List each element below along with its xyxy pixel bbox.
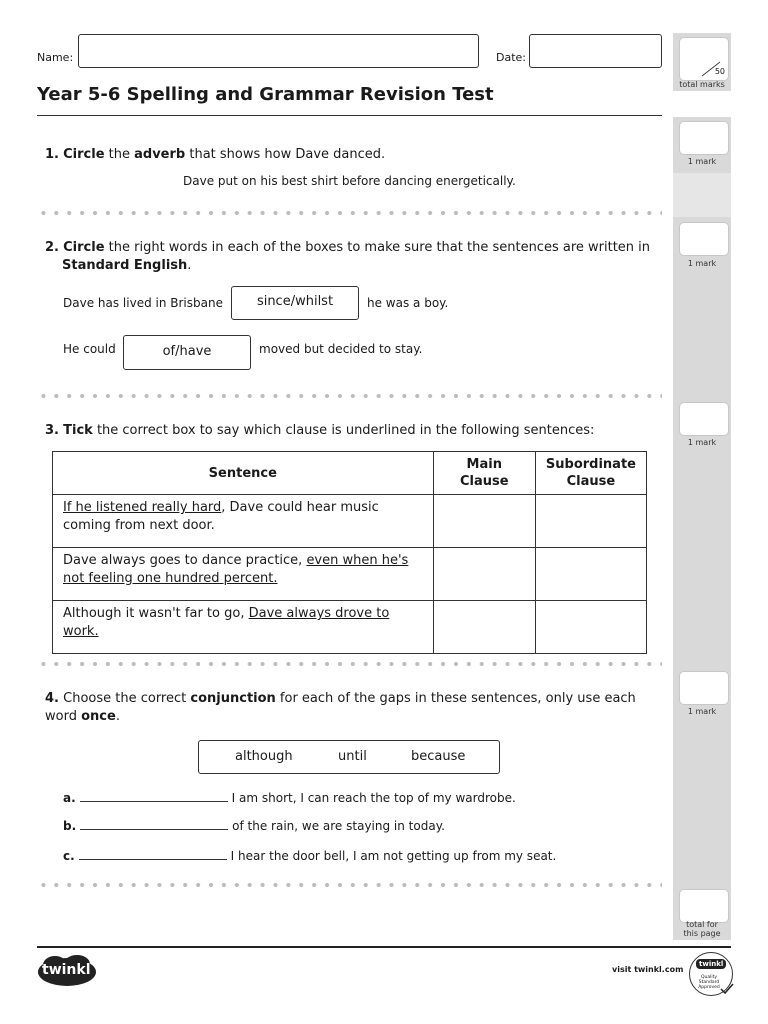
q1-sentence: Dave put on his best shirt before dancing energetically. <box>183 174 516 188</box>
table-header-row <box>53 452 647 495</box>
q1-verb: Circle <box>63 147 105 162</box>
q4-item-c-letter: c. <box>63 849 75 863</box>
section-divider-1 <box>37 211 662 215</box>
section-divider-2 <box>37 394 662 398</box>
q4-item-b-text: of the rain, we are staying in today. <box>232 819 445 833</box>
row-3-main-tick[interactable] <box>433 601 535 654</box>
q4-prompt <box>45 690 653 726</box>
q2-mark-box[interactable] <box>679 222 729 256</box>
q4-item-b-answer-line[interactable] <box>80 817 228 830</box>
q1-number: 1. <box>45 147 59 162</box>
row-2-sentence <box>53 548 434 601</box>
q2-text-a: the right words in each of the boxes to make sure that the sentences are written in <box>104 240 651 255</box>
q1-text-a: the <box>104 147 135 162</box>
name-label: Name: <box>37 51 74 64</box>
q2-verb: Circle <box>63 240 105 255</box>
q4-keyword: conjunction <box>190 691 276 706</box>
q4-item-a <box>63 789 516 805</box>
clause-table <box>52 451 647 654</box>
row-3-underlined: Dave always drove to work. <box>63 606 390 639</box>
q4-mark-label: 1 mark <box>687 707 717 716</box>
header-sentence: Sentence <box>53 452 434 495</box>
q1-mark-box[interactable] <box>679 121 729 155</box>
q4-item-a-answer-line[interactable] <box>80 789 228 802</box>
row-2-plain: Dave always goes to dance practice, <box>63 553 307 568</box>
q3-prompt <box>45 422 660 440</box>
quality-badge <box>689 952 733 996</box>
q2-s1-before: Dave has lived in Brisbane <box>63 296 223 310</box>
q4-mark-box[interactable] <box>679 671 729 705</box>
q3-mark-box[interactable] <box>679 402 729 436</box>
row-1-underlined: If he listened really hard <box>63 500 222 515</box>
q3-mark-label: 1 mark <box>687 438 717 447</box>
check-icon <box>720 983 734 995</box>
total-marks-value: 50 <box>714 67 725 76</box>
word-bank-item: because <box>411 749 466 764</box>
title-divider <box>37 115 662 116</box>
word-bank <box>198 740 500 774</box>
q4-keyword-2: once <box>81 709 116 724</box>
date-field[interactable] <box>529 34 662 68</box>
table-row <box>53 548 647 601</box>
badge-text: Quality Standard Approved <box>698 975 720 990</box>
q2-prompt <box>45 239 660 275</box>
section-divider-4 <box>37 883 662 887</box>
q4-item-b-letter: b. <box>63 819 77 833</box>
row-1-sentence <box>53 495 434 548</box>
footer-divider <box>37 946 731 948</box>
row-2-subordinate-tick[interactable] <box>535 548 646 601</box>
word-bank-item: although <box>235 749 293 764</box>
header-main-clause: Main Clause <box>433 452 535 495</box>
total-marks-label: total marks <box>679 80 725 89</box>
q2-s1-choice-box[interactable]: since/whilst <box>231 286 359 320</box>
header-subordinate-clause: Subordinate Clause <box>535 452 646 495</box>
q2-keyword: Standard English <box>62 258 188 273</box>
q2-mark-label: 1 mark <box>687 259 717 268</box>
q4-item-a-text: I am short, I can reach the top of my wardrobe. <box>231 791 516 805</box>
row-1-subordinate-tick[interactable] <box>535 495 646 548</box>
q1-prompt <box>45 146 660 164</box>
q4-item-b <box>63 817 445 833</box>
page-total-box[interactable] <box>679 889 729 923</box>
sidebar-gap <box>673 173 731 217</box>
q3-number: 3. <box>45 423 59 438</box>
q4-item-c <box>63 847 556 863</box>
row-2-main-tick[interactable] <box>433 548 535 601</box>
section-divider-3 <box>37 662 662 666</box>
q1-text-b: that shows how Dave danced. <box>185 147 386 162</box>
twinkl-logo-text: twinkl <box>42 962 91 978</box>
table-row <box>53 495 647 548</box>
q1-keyword: adverb <box>134 147 186 162</box>
q4-text-b: for each of the gaps in these sentences, only use each word <box>45 691 636 724</box>
row-1-rest: , Dave could hear music coming from next door. <box>63 500 379 533</box>
page-total-label: total for this page <box>683 920 721 938</box>
q4-item-c-text: I hear the door bell, I am not getting up from my seat. <box>230 849 557 863</box>
word-bank-item: until <box>338 749 367 764</box>
q3-verb: Tick <box>63 423 93 438</box>
q2-text-b: . <box>187 258 192 273</box>
twinkl-logo <box>37 953 97 987</box>
q3-text: the correct box to say which clause is underlined in the following sentences: <box>92 423 595 438</box>
q2-s2-choice-box[interactable]: of/have <box>123 335 251 370</box>
row-1-main-tick[interactable] <box>433 495 535 548</box>
q2-number: 2. <box>45 240 59 255</box>
row-3-subordinate-tick[interactable] <box>535 601 646 654</box>
row-3-sentence <box>53 601 434 654</box>
q2-s2-before: He could <box>63 342 116 356</box>
name-field[interactable] <box>78 34 479 68</box>
q1-mark-label: 1 mark <box>687 157 717 166</box>
page-title: Year 5-6 Spelling and Grammar Revision Test <box>37 84 494 105</box>
row-2-underlined: even when he's not feeling one hundred percent. <box>63 553 409 586</box>
q4-item-c-answer-line[interactable] <box>79 847 227 860</box>
q4-number: 4. <box>45 691 59 706</box>
total-marks-box[interactable] <box>679 37 729 81</box>
visit-link[interactable]: visit twinkl.com <box>612 965 684 974</box>
q2-s1-after: he was a boy. <box>367 296 449 310</box>
badge-logo: twinkl <box>696 959 726 969</box>
date-label: Date: <box>496 51 526 64</box>
q4-text-a: Choose the correct <box>63 691 191 706</box>
q4-text-c: . <box>115 709 120 724</box>
row-3-plain: Although it wasn't far to go, <box>63 606 249 621</box>
table-row <box>53 601 647 654</box>
q4-item-a-letter: a. <box>63 791 76 805</box>
q2-s2-after: moved but decided to stay. <box>259 342 423 356</box>
